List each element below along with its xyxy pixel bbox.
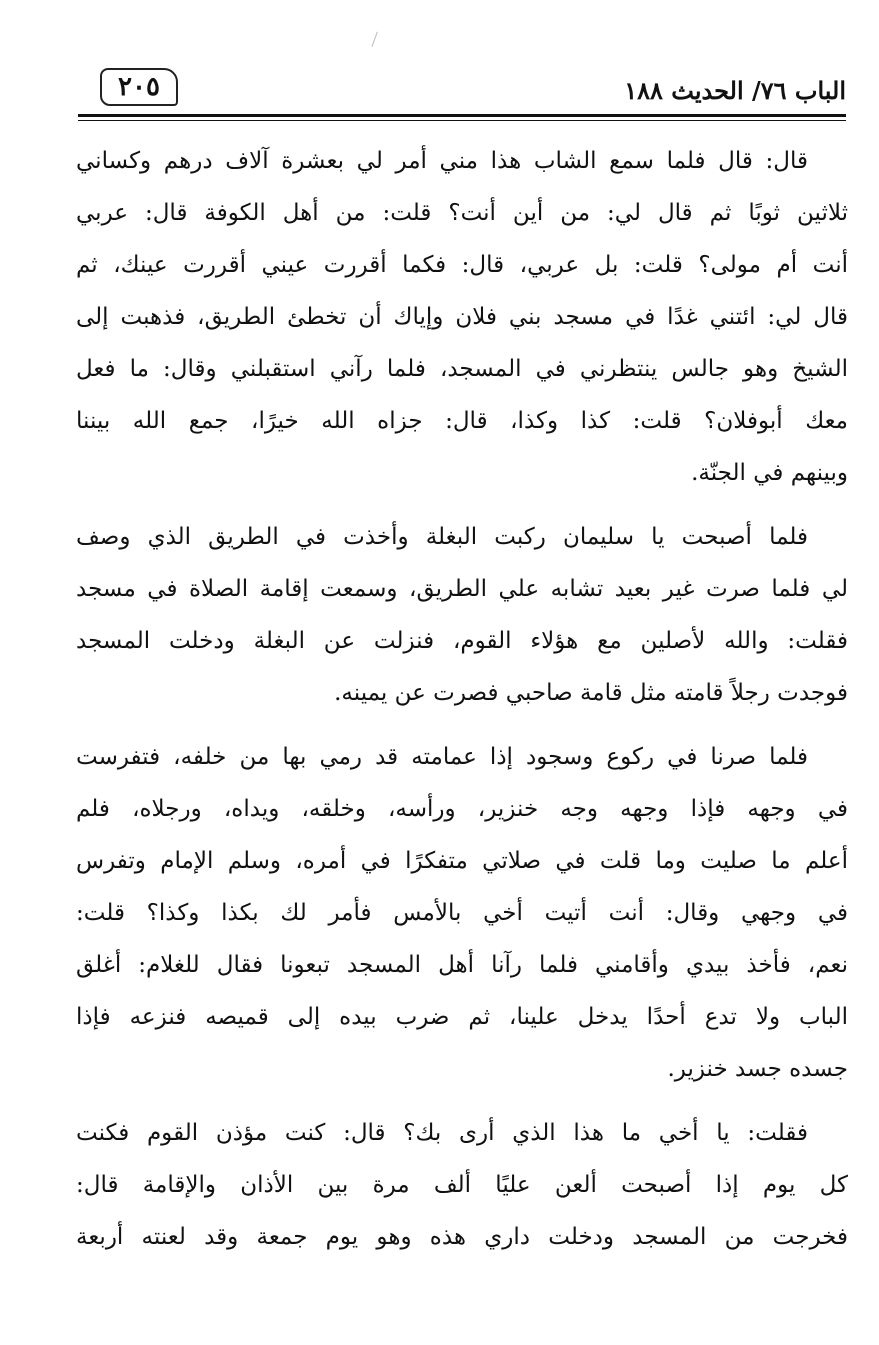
header-rule-thin	[78, 120, 846, 121]
page-number-box	[100, 68, 178, 106]
text-line: قال: قال فلما سمع الشاب هذا مني أمر لي بعشرة آلاف درهم وكساني	[76, 148, 808, 174]
stray-pen-mark	[371, 32, 381, 49]
text-line: الشيخ وهو جالس ينتظرني في المسجد، فلما رآني استقبلني وقال: ما فعل	[76, 356, 848, 382]
page-number: ٢٠٥	[118, 72, 160, 102]
text-line: قال لي: ائتني غدًا في مسجد بني فلان وإياك أن تخطئ الطريق، فذهبت إلى	[76, 304, 848, 330]
text-line: لي فلما صرت غير بعيد تشابه علي الطريق، وسمعت إقامة الصلاة في مسجد	[76, 576, 848, 602]
text-line: في وجهه فإذا وجهه وجه خنزير، ورأسه، وخلقه، ويداه، ورجلاه، فلم	[76, 796, 848, 822]
text-line: أعلم ما صليت وما قلت في صلاتي متفكرًا في أمره، وسلم الإمام وتفرس	[76, 848, 848, 874]
text-line: وبينهم في الجنّة.	[691, 460, 848, 486]
text-line: فوجدت رجلاً قامته مثل قامة صاحبي فصرت عن يمينه.	[334, 680, 848, 706]
text-line: معك أبوفلان؟ قلت: كذا وكذا، قال: جزاه الله خيرًا، جمع الله بيننا	[76, 408, 848, 434]
text-line: فخرجت من المسجد ودخلت داري هذه وهو يوم جمعة وقد لعنته أربعة	[76, 1224, 848, 1250]
paragraph-3	[76, 738, 848, 1102]
text-line: فلما صرنا في ركوع وسجود إذا عمامته قد رمي بها من خلفه، فتفرست	[76, 744, 808, 770]
text-line: جسده جسد خنزير.	[667, 1056, 848, 1082]
text-line: كل يوم إذا أصبحت ألعن عليًا ألف مرة بين الأذان والإقامة قال:	[76, 1172, 848, 1198]
page-body	[76, 142, 848, 1270]
text-line: فلما أصبحت يا سليمان ركبت البغلة وأخذت في الطريق الذي وصف	[76, 524, 808, 550]
text-line: أنت أم مولى؟ قلت: بل عربي، قال: فكما أقررت عيني أقررت عينك، ثم	[76, 252, 848, 278]
text-line: في وجهي وقال: أنت أتيت أخي بالأمس فأمر لك بكذا وكذا؟ قلت:	[76, 900, 848, 926]
header-rule-thick	[78, 114, 846, 117]
text-line: ثلاثين ثوبًا ثم قال لي: من أين أنت؟ قلت: من أهل الكوفة قال: عربي	[76, 200, 848, 226]
paragraph-4	[76, 1114, 848, 1270]
text-line: نعم، فأخذ بيدي وأقامني فلما رآنا أهل المسجد تبعونا فقال للغلام: أغلق	[76, 952, 848, 978]
text-line: فقلت: والله لأصلين مع هؤلاء القوم، فنزلت عن البغلة ودخلت المسجد	[76, 628, 848, 654]
page-header	[78, 62, 846, 122]
paragraph-1	[76, 142, 848, 506]
paragraph-2	[76, 518, 848, 726]
text-line: الباب ولا تدع أحدًا يدخل علينا، ثم ضرب بيده إلى قميصه فنزعه فإذا	[76, 1004, 848, 1030]
text-line: فقلت: يا أخي ما هذا الذي أرى بك؟ قال: كنت مؤذن القوم فكنت	[76, 1120, 808, 1146]
running-title: الباب ٧٦/ الحديث ١٨٨	[624, 76, 846, 105]
